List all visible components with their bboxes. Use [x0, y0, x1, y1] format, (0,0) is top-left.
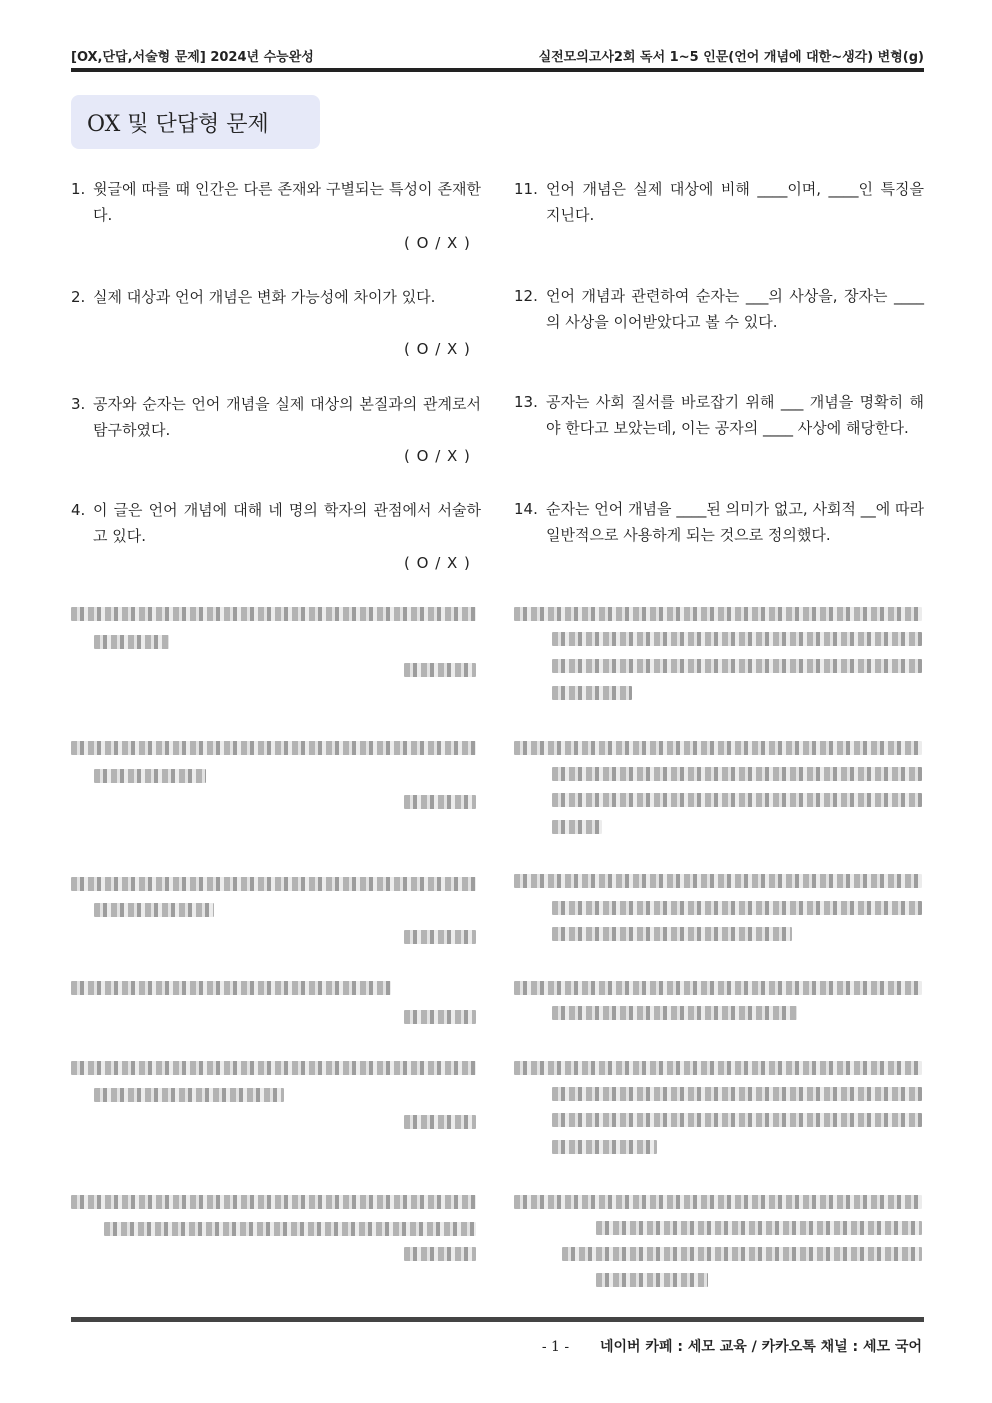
footer-text: 네이버 카페 : 세모 교육 / 카카오톡 채널 : 세모 국어 — [599, 1339, 922, 1355]
footer-divider — [71, 1317, 924, 1322]
question-number: 12. — [514, 287, 538, 305]
blurred-text — [552, 632, 922, 646]
ox-mark-1: ( O / X ) — [404, 234, 471, 252]
blurred-text — [552, 1140, 657, 1154]
question-2 — [71, 284, 481, 310]
ox-mark-3: ( O / X ) — [404, 447, 471, 465]
question-3 — [71, 391, 481, 443]
question-number: 4. — [71, 501, 86, 519]
blurred-text — [71, 877, 476, 891]
blurred-text — [514, 1195, 922, 1209]
ox-mark-4: ( O / X ) — [404, 554, 471, 572]
blurred-text — [514, 607, 922, 621]
header-divider — [71, 68, 924, 72]
blurred-text — [404, 930, 476, 944]
blurred-text — [404, 1010, 476, 1024]
question-text: 공자와 순자는 언어 개념을 실제 대상의 본질과의 관계로서 탐구하였다. — [93, 395, 481, 439]
blurred-text — [404, 663, 476, 677]
blurred-text — [552, 1087, 922, 1101]
blurred-text — [71, 981, 391, 995]
page-number: - 1 - — [541, 1339, 570, 1355]
blurred-text — [552, 927, 792, 941]
question-number: 14. — [514, 500, 538, 518]
question-number: 1. — [71, 180, 86, 198]
question-1 — [71, 176, 481, 228]
blurred-text — [552, 793, 922, 807]
page-footer — [542, 1336, 922, 1356]
blurred-text — [552, 1006, 797, 1020]
blurred-text — [552, 901, 922, 915]
question-text: 순자는 언어 개념을 ____된 의미가 없고, 사회적 __에 따라 일반적으로 사용하게 되는 것으로 정의했다. — [546, 500, 924, 544]
question-14 — [514, 496, 924, 548]
blurred-text — [596, 1221, 922, 1235]
question-number: 2. — [71, 288, 86, 306]
ox-mark-2: ( O / X ) — [404, 340, 471, 358]
blurred-text — [94, 903, 214, 917]
question-11 — [514, 176, 924, 228]
section-title: OX 및 단답형 문제 — [87, 112, 269, 137]
blurred-text — [552, 659, 922, 673]
blurred-text — [514, 981, 922, 995]
blurred-text — [514, 874, 922, 888]
question-text: 윗글에 따를 때 인간은 다른 존재와 구별되는 특성이 존재한다. — [93, 180, 481, 224]
page-header — [71, 44, 924, 66]
question-12 — [514, 283, 924, 335]
blurred-text — [596, 1273, 708, 1287]
header-right-title: 실전모의고사2회 독서 1~5 인문(언어 개념에 대한~생각) 변형(g) — [538, 50, 924, 65]
question-13 — [514, 389, 924, 441]
question-text: 이 글은 언어 개념에 대해 네 명의 학자의 관점에서 서술하고 있다. — [93, 501, 481, 545]
blurred-text — [71, 741, 476, 755]
section-title-box — [71, 95, 320, 149]
blurred-text — [94, 1088, 284, 1102]
question-number: 13. — [514, 393, 538, 411]
question-number: 3. — [71, 395, 86, 413]
blurred-text — [562, 1247, 922, 1261]
blurred-text — [552, 1113, 922, 1127]
question-text: 언어 개념은 실제 대상에 비해 ____이며, ____인 특징을 지닌다. — [546, 180, 924, 224]
blurred-text — [514, 741, 922, 755]
blurred-text — [552, 686, 632, 700]
blurred-text — [71, 607, 476, 621]
question-text: 공자는 사회 질서를 바로잡기 위해 ___ 개념을 명확히 해야 한다고 보았는데, 이는 공자의 ____ 사상에 해당한다. — [546, 393, 924, 437]
header-left-title: [OX,단답,서술형 문제] 2024년 수능완성 — [71, 50, 314, 65]
blurred-text — [104, 1222, 476, 1236]
question-number: 11. — [514, 180, 538, 198]
blurred-text — [404, 795, 476, 809]
blurred-text — [514, 1061, 922, 1075]
question-text: 언어 개념과 관련하여 순자는 ___의 사상을, 장자는 ____의 사상을 이어받았다고 볼 수 있다. — [546, 287, 924, 331]
blurred-text — [404, 1247, 476, 1261]
question-text: 실제 대상과 언어 개념은 변화 가능성에 차이가 있다. — [93, 288, 436, 306]
blurred-text — [552, 820, 602, 834]
blurred-text — [71, 1195, 476, 1209]
blurred-text — [71, 1061, 476, 1075]
blurred-text — [404, 1115, 476, 1129]
question-4 — [71, 497, 481, 549]
blurred-text — [94, 635, 169, 649]
blurred-text — [552, 767, 922, 781]
blurred-text — [94, 769, 206, 783]
